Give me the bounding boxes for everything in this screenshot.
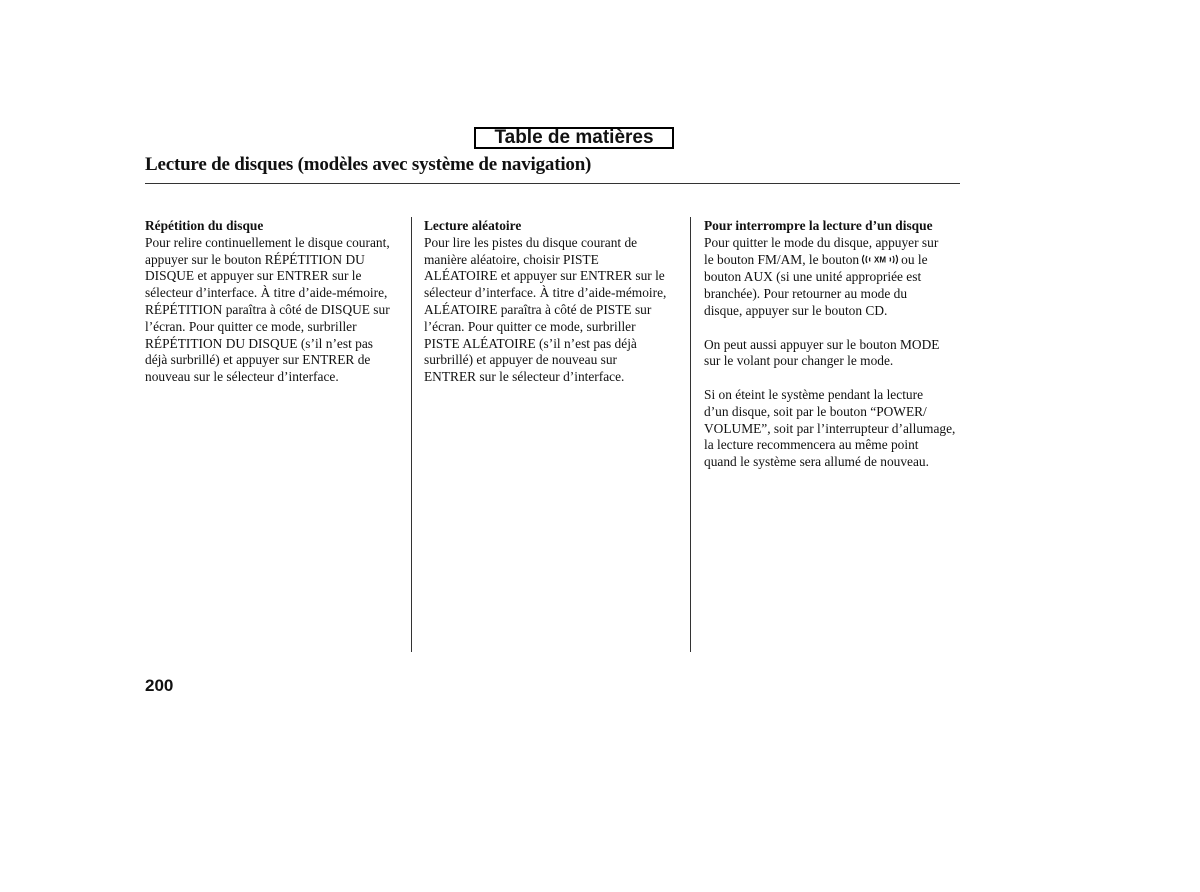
stop-line: quand le système sera allumé de nouveau. bbox=[704, 454, 929, 470]
repeat-heading: Répétition du disque bbox=[145, 218, 264, 233]
random-line: ALÉATOIRE paraîtra à côté de PISTE sur bbox=[424, 301, 652, 317]
stop-line: d’un disque, soit par le bouton “POWER/ bbox=[704, 403, 927, 419]
stop-line: VOLUME”, soit par l’interrupteur d’allumage, bbox=[704, 420, 956, 436]
random-heading: Lecture aléatoire bbox=[424, 218, 522, 233]
stop-line: bouton AUX (si une unité appropriée est bbox=[704, 269, 922, 285]
stop-line-part: le bouton FM/AM, le bouton bbox=[704, 251, 860, 267]
title-divider bbox=[145, 183, 960, 184]
random-line: ENTRER sur le sélecteur d’interface. bbox=[424, 369, 625, 385]
random-line: sélecteur d’interface. À titre d’aide-mémoire, bbox=[424, 285, 667, 301]
column-random bbox=[424, 218, 686, 386]
random-line: surbrillé) et appuyer de nouveau sur bbox=[424, 352, 617, 368]
random-line: ALÉATOIRE et appuyer sur ENTRER sur le bbox=[424, 268, 665, 284]
column-stop bbox=[704, 218, 966, 488]
repeat-line: Pour relire continuellement le disque courant, bbox=[145, 234, 390, 250]
stop-line-with-icon bbox=[704, 252, 966, 270]
stop-line: Pour quitter le mode du disque, appuyer sur bbox=[704, 234, 939, 250]
stop-line: Si on éteint le système pendant la lecture bbox=[704, 386, 924, 402]
repeat-line: RÉPÉTITION paraîtra à côté de DISQUE sur bbox=[145, 301, 390, 317]
repeat-line: RÉPÉTITION DU DISQUE (s’il n’est pas bbox=[145, 335, 373, 351]
stop-line-part: ou le bbox=[901, 251, 928, 267]
stop-heading: Pour interrompre la lecture d’un disque bbox=[704, 218, 933, 233]
xm-seek-icon bbox=[860, 253, 900, 270]
stop-line: disque, appuyer sur le bouton CD. bbox=[704, 302, 888, 318]
page-number: 200 bbox=[145, 676, 174, 695]
repeat-line: appuyer sur le bouton RÉPÉTITION DU bbox=[145, 251, 365, 267]
repeat-line: DISQUE et appuyer sur ENTRER sur le bbox=[145, 268, 362, 284]
random-line: Pour lire les pistes du disque courant de bbox=[424, 234, 638, 250]
stop-line: la lecture recommencera au même point bbox=[704, 437, 919, 453]
stop-line: On peut aussi appuyer sur le bouton MODE bbox=[704, 336, 940, 352]
random-line: PISTE ALÉATOIRE (s’il n’est pas déjà bbox=[424, 335, 637, 351]
column-divider bbox=[690, 217, 691, 652]
stop-line: branchée). Pour retourner au mode du bbox=[704, 286, 908, 302]
random-line: l’écran. Pour quitter ce mode, surbriller bbox=[424, 318, 636, 334]
repeat-line: déjà surbrillé) et appuyer sur ENTRER de bbox=[145, 352, 371, 368]
stop-paragraph bbox=[704, 235, 966, 320]
repeat-line: l’écran. Pour quitter ce mode, surbriller bbox=[145, 318, 357, 334]
column-divider bbox=[411, 217, 412, 652]
repeat-line: nouveau sur le sélecteur d’interface. bbox=[145, 369, 339, 385]
repeat-line: sélecteur d’interface. À titre d’aide-mémoire, bbox=[145, 285, 388, 301]
svg-text:XM: XM bbox=[874, 255, 887, 265]
stop-paragraph bbox=[704, 337, 966, 371]
page-title: Lecture de disques (modèles avec système de navigation) bbox=[145, 154, 592, 175]
column-repeat bbox=[145, 218, 407, 386]
table-of-contents-button[interactable]: Table de matières bbox=[474, 127, 674, 149]
stop-line: sur le volant pour changer le mode. bbox=[704, 353, 894, 369]
stop-paragraph bbox=[704, 387, 966, 471]
random-line: manière aléatoire, choisir PISTE bbox=[424, 251, 599, 267]
